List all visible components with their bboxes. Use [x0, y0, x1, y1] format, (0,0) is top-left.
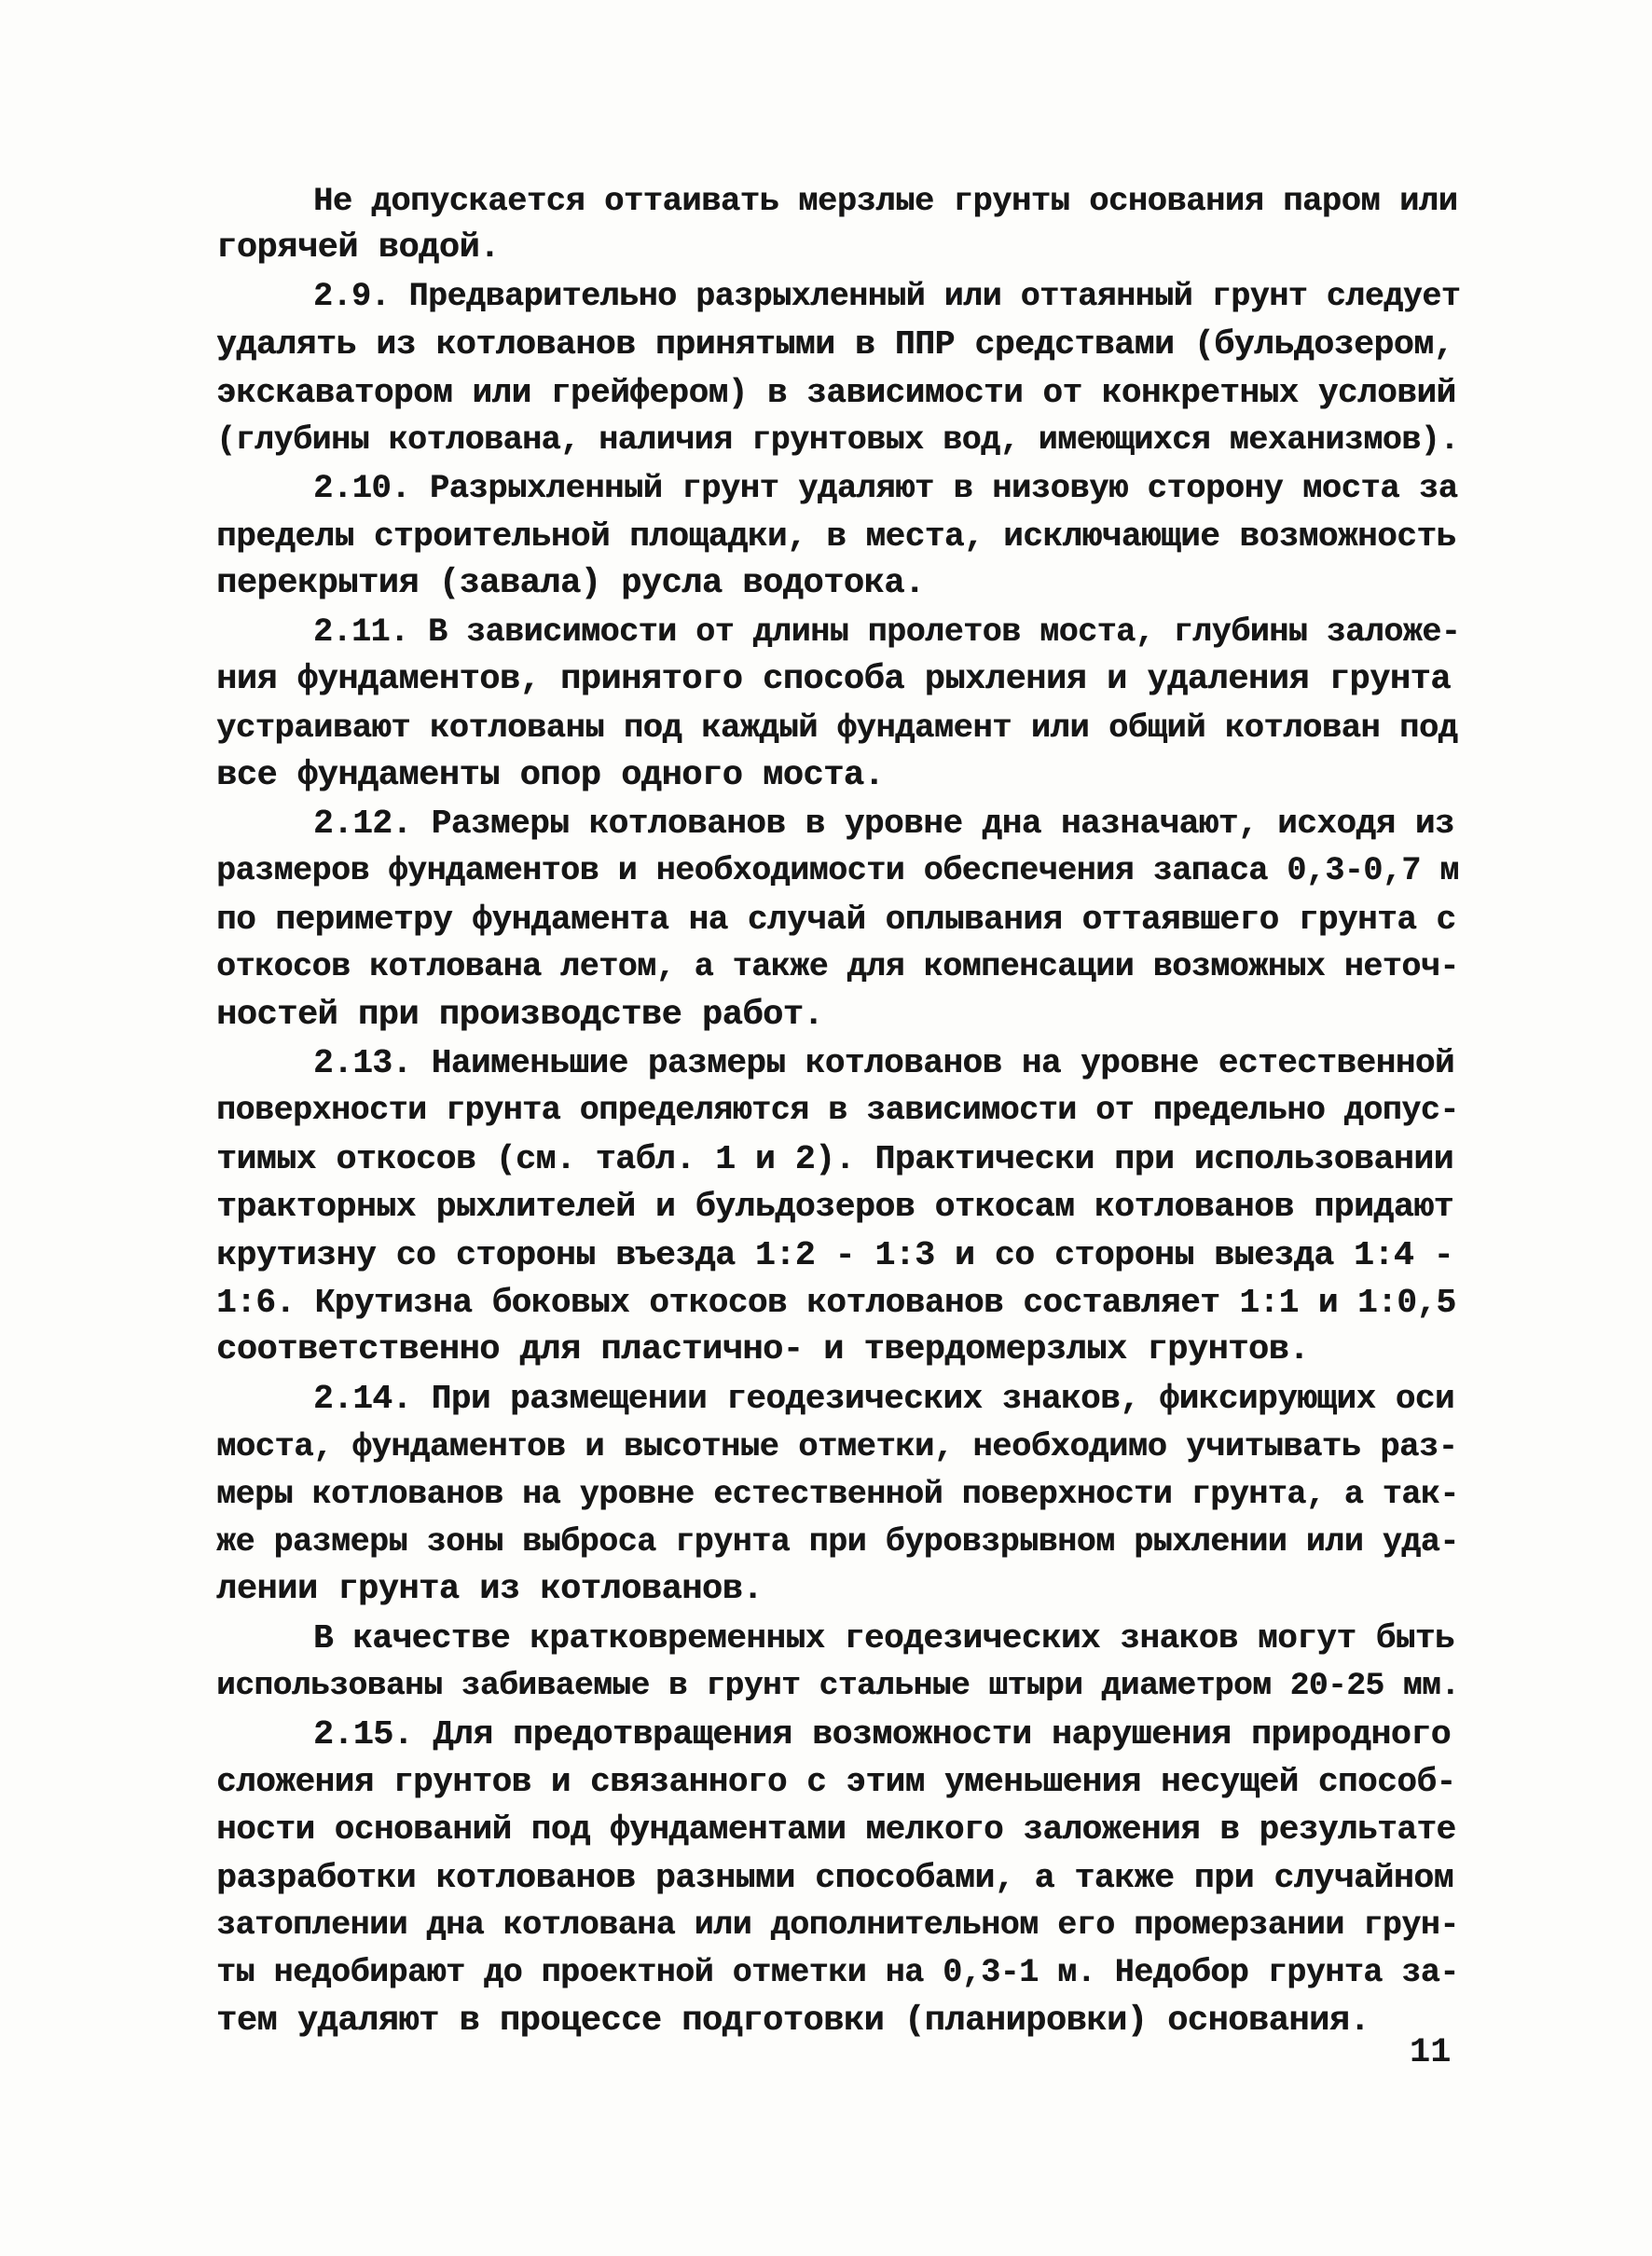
body-text	[216, 177, 1462, 2045]
text-line: тимых откосов (см. табл. 1 и 2). Практически при использовании	[216, 1139, 1454, 1178]
text-line: меры котлованов на уровне естественной поверхности грунта, а так-	[216, 1475, 1459, 1513]
text-line: лении грунта из котлованов.	[216, 1570, 763, 1610]
text-line: моста, фундаментов и высотные отметки, необходимо учитывать раз-	[216, 1427, 1458, 1466]
text-line: 2.15. Для предотвращения возможности нарушения природного	[313, 1714, 1452, 1754]
text-line: ния фундаментов, принятого способа рыхления и удаления грунта	[216, 659, 1451, 699]
text-line: экскаватором или грейфером) в зависимости от конкретных условий	[216, 373, 1456, 412]
text-line: ности оснований под фундаментами мелкого заложения в результате	[216, 1810, 1456, 1850]
text-line: тем удаляют в процессе подготовки (планировки) основания.	[216, 2001, 1370, 2041]
text-line: пределы строительной площадки, в места, исключающие возможность	[216, 516, 1456, 556]
text-line: использованы забиваемые в грунт стальные штыри диаметром 20-25 мм.	[216, 1668, 1460, 1705]
text-line: ты недобирают до проектной отметки на 0,3-1 м. Недобор грунта за-	[216, 1954, 1459, 1992]
text-line: разработки котлованов разными способами, а также при случайном	[216, 1858, 1454, 1897]
text-line: 2.14. При размещении геодезических знаков, фиксирующих оси	[313, 1379, 1455, 1418]
text-line: 2.12. Размеры котлованов в уровне дна назначают, исходя из	[313, 805, 1455, 844]
text-line: Не допускается оттаивать мерзлые грунты основания паром или	[313, 182, 1458, 220]
text-line: тракторных рыхлителей и бульдозеров откосам котлованов придают	[216, 1188, 1454, 1227]
text-line: горячей водой.	[216, 228, 500, 268]
text-line: (глубины котлована, наличия грунтовых вод, имеющихся механизмов).	[216, 420, 1459, 459]
text-line: же размеры зоны выброса грунта при буровзрывном рыхлении или уда-	[216, 1522, 1459, 1561]
text-line: сложения грунтов и связанного с этим уменьшения несущей способ-	[216, 1762, 1456, 1801]
text-line: откосов котлована летом, а также для компенсации возможных неточ-	[216, 948, 1459, 986]
text-line: соответственно для пластично- и твердомерзлых грунтов.	[216, 1330, 1309, 1370]
text-line: ностей при производстве работ.	[216, 995, 824, 1035]
text-line: по периметру фундамента на случай оплывания оттаявшего грунта с	[216, 900, 1456, 939]
text-line: 2.11. В зависимости от длины пролетов моста, глубины заложе-	[313, 612, 1461, 651]
text-line: поверхности грунта определяются в зависимости от предельно допус-	[216, 1092, 1459, 1130]
text-line: 2.10. Разрыхленный грунт удаляют в низовую сторону моста за	[313, 469, 1458, 508]
text-line: 2.13. Наименьшие размеры котлованов на уровне естественной	[313, 1044, 1455, 1083]
text-line: затоплении дна котлована или дополнительном его промерзании грун-	[216, 1906, 1459, 1945]
text-line: перекрытия (завала) русла водотока.	[216, 564, 925, 604]
text-line: В качестве кратковременных геодезических знаков могут быть	[313, 1618, 1455, 1658]
text-line: удалять из котлованов принятыми в ППР средствами (бульдозером,	[216, 325, 1454, 365]
page-number: 11	[1410, 2033, 1452, 2072]
text-line: 1:6. Крутизна боковых откосов котлованов составляет 1:1 и 1:0,5	[216, 1283, 1456, 1322]
text-line: крутизну со стороны въезда 1:2 - 1:3 и со стороны выезда 1:4 -	[216, 1235, 1454, 1274]
text-line: размеров фундаментов и необходимости обеспечения запаса 0,3-0,7 м	[216, 852, 1459, 890]
text-line: устраивают котлованы под каждый фундамент или общий котлован под	[216, 708, 1458, 748]
text-line: 2.9. Предварительно разрыхленный или оттаянный грунт следует	[313, 277, 1461, 315]
text-line: все фундаменты опор одного моста.	[216, 755, 885, 795]
